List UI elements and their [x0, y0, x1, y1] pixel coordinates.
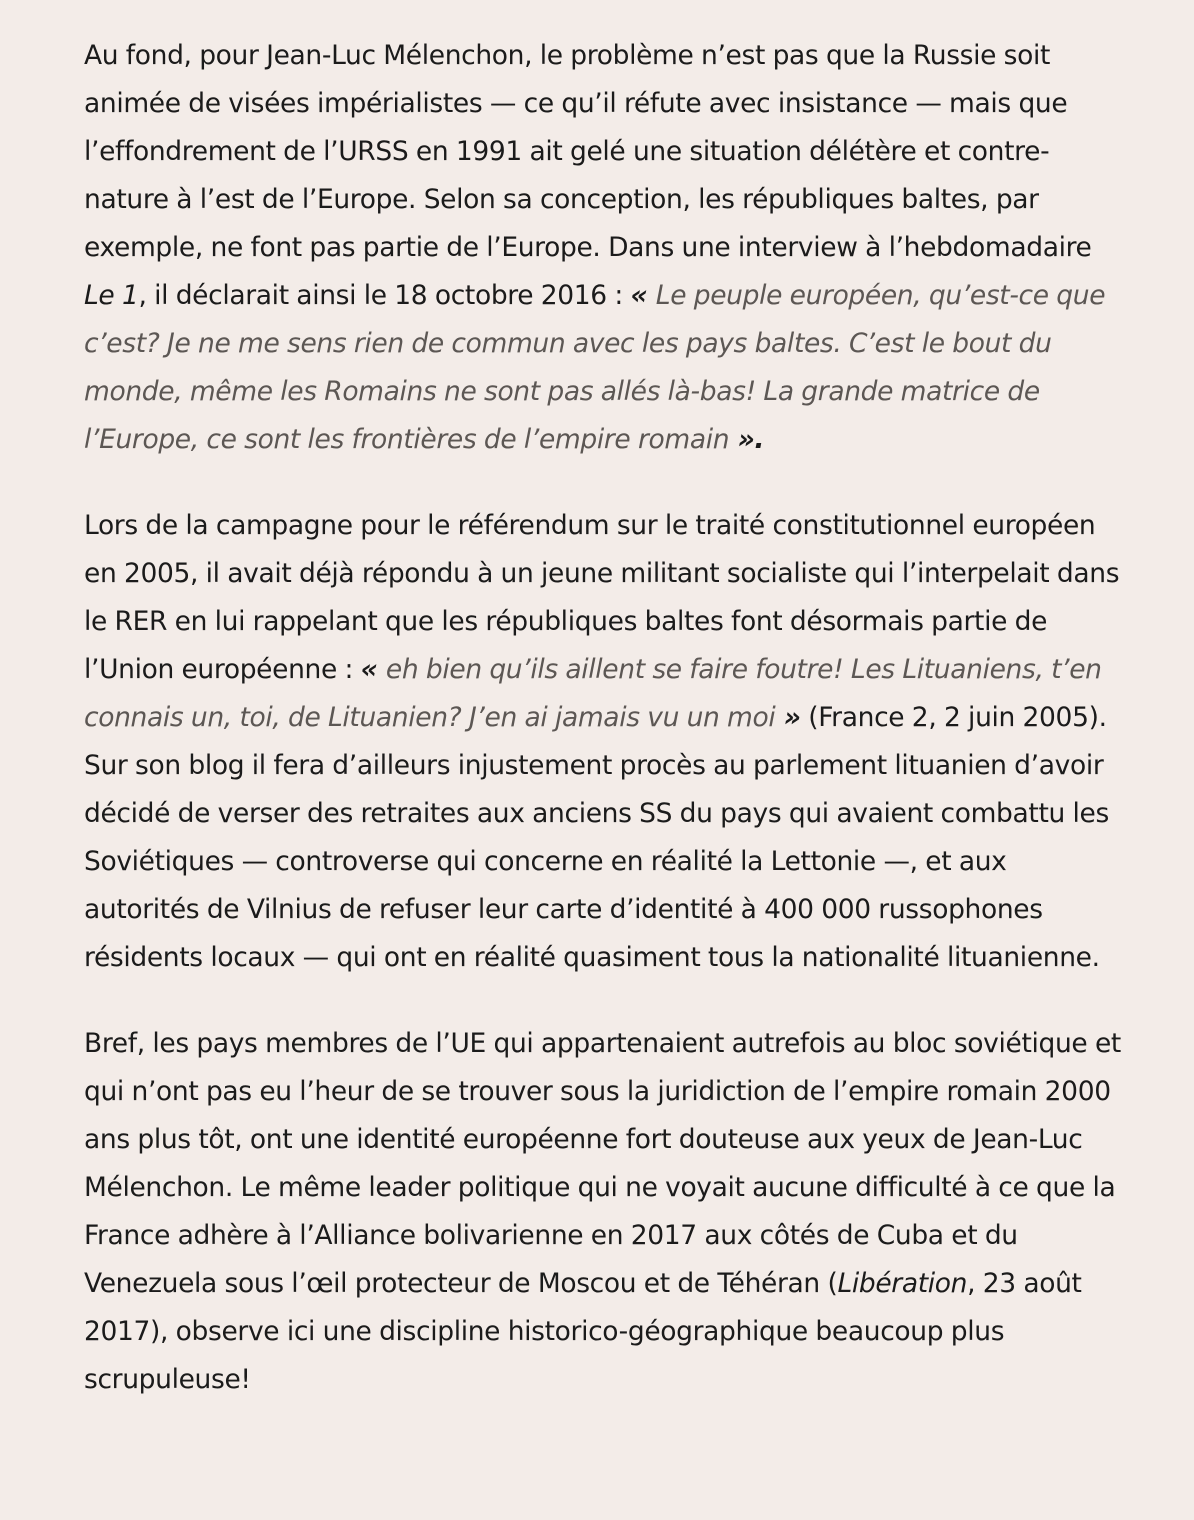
p1-text-b: , il déclarait ainsi le 18 octobre 2016 : [138, 280, 631, 311]
p2-text-b: (France 2, 2 juin 2005). Sur son blog il fera d’ailleurs injustement procès au parlement lituanien d’avoir décidé de verser des retraites aux anciens SS du pays qui avaient combattu les Soviétiques — controverse qui concerne en réalité la Lettonie —, et aux autorités de Vilnius de refuser leur carte d’identité à 400 000 russophones résidents locaux — qui ont en réalité quasiment tous la nationalité lituanienne. [84, 702, 1109, 973]
p2-text-a: Lors de la campagne pour le référendum sur le traité constitutionnel européen en 2005, il avait déjà répondu à un jeune militant socialiste qui l’interpelait dans le RER en lui rappelant que les républiques baltes font désormais partie de l’Union européenne : [84, 510, 1120, 685]
p1-quote: Le peuple européen, qu’est-ce que c’est? Je ne me sens rien de commun avec les pays baltes. C’est le bout du monde, même les Romains ne sont pas allés là-bas! La grande matrice de l’Europe, ce sont les frontières de l’empire romain [84, 280, 1106, 455]
p2-quote-close: » [775, 702, 801, 733]
paragraph-2 [84, 502, 1124, 982]
p3-text-a: Bref, les pays membres de l’UE qui appartenaient autrefois au bloc soviétique et qui n’ont pas eu l’heur de se trouver sous la juridiction de l’empire romain 2000 ans plus tôt, ont une identité européenne fort douteuse aux yeux de Jean-Luc Mélenchon. Le même leader politique qui ne voyait aucune difficulté à ce que la France adhère à l’Alliance bolivarienne en 2017 aux côtés de Cuba et du Venezuela sous l’œil protecteur de Moscou et de Téhéran ( [84, 1028, 1121, 1299]
paragraph-1 [84, 32, 1124, 464]
p1-quote-close: ». [729, 424, 765, 455]
p3-text-b: , 23 août 2017), observe ici une discipline historico-géographique beaucoup plus scrupuleuse! [84, 1268, 1082, 1395]
article-body [84, 32, 1124, 1404]
p2-quote-open: « [360, 654, 386, 685]
p1-text-a: Au fond, pour Jean-Luc Mélenchon, le problème n’est pas que la Russie soit animée de visées impérialistes — ce qu’il réfute avec insistance — mais que l’effondrement de l’URSS en 1991 ait gelé une situation délétère et contre-nature à l’est de l’Europe. Selon sa conception, les républiques baltes, par exemple, ne font pas partie de l’Europe. Dans une interview à l’hebdomadaire [84, 40, 1092, 263]
p2-quote: eh bien qu’ils aillent se faire foutre! Les Lituaniens, t’en connais un, toi, de Lituanien? J’en ai jamais vu un moi [84, 654, 1102, 733]
p3-publication-title: Libération [837, 1268, 968, 1299]
p1-quote-open: « [630, 280, 656, 311]
p1-publication-title: Le 1 [84, 280, 139, 311]
paragraph-3 [84, 1020, 1124, 1404]
